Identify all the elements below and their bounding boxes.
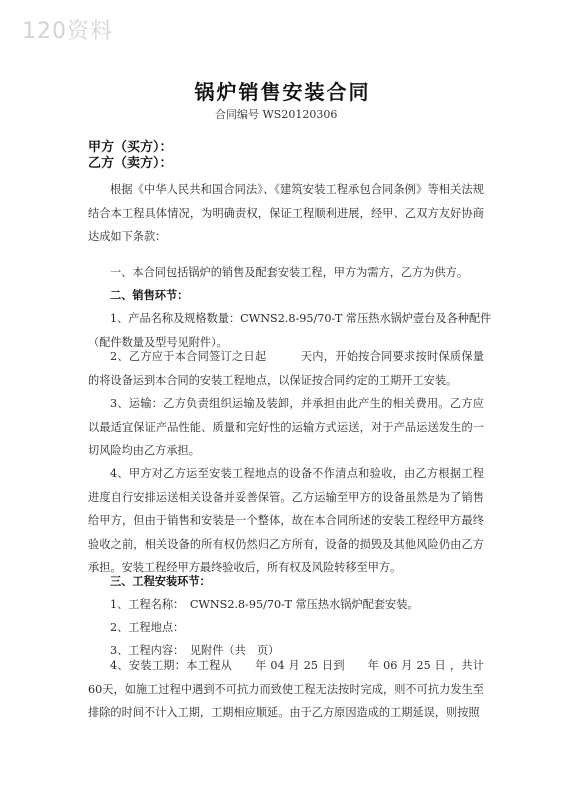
watermark-logo: 120资料: [22, 19, 113, 44]
item-2-3: 3、运输：乙方负责组织运输及装卸，并承担由此产生的相关费用。乙方应以最适宜保证产品性能、质量和完好性的运输方式运送，对于产品运送发生的一切风险均由乙方承担。: [88, 397, 484, 458]
item-3-3: 3、工程内容： 见附件（共 页）: [110, 644, 280, 657]
contract-number: 合同编号 WS20120306: [215, 108, 338, 121]
section-3-title: 三、工程安装环节：: [110, 575, 211, 588]
item-2-4: 4、甲方对乙方运至安装工程地点的设备不作清点和验收，由乙方根据工程进度自行安排运送相关设备并妥善保管。乙方运输至甲方的设备虽然是为了销售给甲方，但由于销售和安装是一个整体，故在本合同所述的安装工程经甲方最终验收之前，相关设备的所有权仍然归乙方所有，设备的损毁及其他风险仍由乙方承担。安装工程经甲方最终验收后，所有权及风险转移至甲方。: [88, 467, 484, 575]
contract-title: 锅炉销售安装合同: [194, 80, 371, 104]
item-2-1-line2: （配件数量及型号见附件）。: [88, 336, 228, 349]
section-2-title: 二、销售环节：: [110, 289, 189, 302]
intro-paragraph: 根据《中华人民共和国合同法》、《建筑安装工程承包合同条例》等相关法规结合本工程具体情况，为明确责权，保证工程顺利进展，经甲、乙双方友好协商达成如下条款：: [88, 183, 484, 244]
party-a-label: 甲方（买方）：: [88, 140, 173, 155]
item-3-4: 4、安装工期：本工程从 年 04 月 25 日到 年 06 月 25 日 ，共计60天，如施工过程中遇到不可抗力而致使工程无法按时完成，则不可抗力发生至排除的时间不计入工期，工期相应顺延。由于乙方原因造成的工期延误，则按照: [88, 659, 484, 720]
party-b-label: 乙方（卖方）：: [88, 156, 173, 171]
item-3-2: 2、工程地点：: [110, 621, 185, 634]
item-2-2: 2、乙方应于本合同签订之日起 天内，开始按合同要求按时保质保量的将设备运到本合同的安装工程地点，以保证按合同约定的工期开工安装。: [88, 350, 484, 387]
clause-1: 一、本合同包括锅炉的销售及配套安装工程，甲方为需方，乙方为供方。: [110, 266, 469, 279]
item-3-1: 1、工程名称： CWNS2.8-95/70-T 常压热水锅炉配套安装。: [110, 598, 419, 611]
item-2-1-line1: 1、产品名称及规格数量：CWNS2.8-95/70-T 常压热水锅炉壹台及各种配件: [110, 312, 492, 325]
